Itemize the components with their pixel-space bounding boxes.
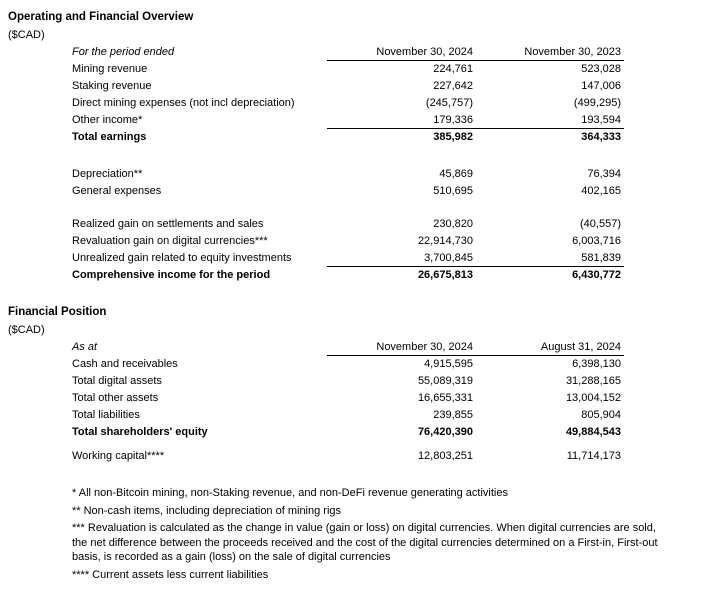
row-value-col1: 55,089,319 [417, 375, 473, 387]
row-value-col2: (499,295) [573, 97, 621, 109]
row-value-col2: 6,430,772 [572, 269, 621, 281]
row-value-col1: 224,761 [433, 63, 473, 75]
table-header-row [0, 44, 624, 61]
row-value-col2: 523,028 [581, 63, 621, 75]
row-label: Total shareholders' equity [72, 426, 208, 438]
currency-label: ($CAD) [8, 324, 45, 336]
footnote-working-capital: **** Current assets less current liabilities [72, 568, 269, 581]
row-label: Total liabilities [72, 409, 140, 421]
row-value-col2: 31,288,165 [565, 375, 621, 387]
row-label: Unrealized gain related to equity investments [72, 252, 292, 264]
row-value-col1: 4,915,595 [424, 358, 473, 370]
table-header-row [0, 339, 624, 356]
row-value-col1: 26,675,813 [417, 269, 473, 281]
header-col1-date: November 30, 2024 [376, 341, 473, 353]
row-value-col2: 147,006 [581, 80, 621, 92]
table-row-other-income [0, 112, 624, 129]
row-label: Comprehensive income for the period [72, 269, 271, 281]
row-value-col2: 76,394 [587, 168, 621, 180]
table-row-total-shareholders-equity [0, 424, 624, 441]
table-row-working-capital [0, 448, 624, 465]
row-value-col1: 3,700,845 [424, 252, 473, 264]
header-period-label: For the period ended [72, 46, 175, 58]
row-label: Other income* [72, 114, 143, 126]
row-value-col1: 385,982 [433, 131, 473, 143]
row-value-col1: 16,655,331 [417, 392, 473, 404]
row-value-col1: 22,914,730 [417, 235, 473, 247]
row-value-col1: 76,420,390 [417, 426, 473, 438]
row-value-col2: 364,333 [581, 131, 621, 143]
row-value-col1: 510,695 [433, 185, 473, 197]
table-row-depreciation [0, 166, 624, 183]
header-col2-date: November 30, 2023 [524, 46, 621, 58]
row-label: Total other assets [72, 392, 159, 404]
table-row-comprehensive-income [0, 267, 624, 284]
row-label: Direct mining expenses (not incl depreciation) [72, 97, 295, 109]
table-row-total-earnings [0, 129, 624, 146]
table-row-total-digital-assets [0, 373, 624, 390]
row-label: Depreciation** [72, 168, 143, 180]
section-title-financial-position: Financial Position [8, 306, 107, 318]
row-value-col2: 193,594 [581, 114, 621, 126]
row-label: Total digital assets [72, 375, 162, 387]
row-label: Mining revenue [72, 63, 148, 75]
table-row-total-liabilities [0, 407, 624, 424]
row-label: Realized gain on settlements and sales [72, 218, 264, 230]
table-row-revaluation-gain [0, 233, 624, 250]
row-label: Working capital**** [72, 450, 165, 462]
row-value-col2: 805,904 [581, 409, 621, 421]
financial-position-table [0, 339, 624, 465]
table-row-general-expenses [0, 183, 624, 200]
row-value-col2: 49,884,543 [565, 426, 621, 438]
row-value-col1: 230,820 [433, 218, 473, 230]
table-row-realized-gain [0, 216, 624, 233]
row-label: Staking revenue [72, 80, 152, 92]
spacer [0, 441, 624, 448]
table-row-cash-receivables [0, 356, 624, 373]
footnote-other-income: * All non-Bitcoin mining, non-Staking revenue, and non-DeFi revenue generating activities [72, 487, 508, 499]
row-value-col1: 12,803,251 [417, 450, 473, 462]
row-label: General expenses [72, 185, 162, 197]
footnotes [0, 486, 713, 582]
row-value-col1: 179,336 [433, 114, 473, 126]
row-value-col1: 227,642 [433, 80, 473, 92]
section-title-operating-overview: Operating and Financial Overview [8, 11, 194, 23]
row-value-col2: 6,003,716 [572, 235, 621, 247]
row-value-col1: 239,855 [433, 409, 473, 421]
row-value-col2: 581,839 [581, 252, 621, 264]
row-value-col2: 13,004,152 [565, 392, 621, 404]
row-label: Cash and receivables [72, 358, 178, 370]
header-col1-date: November 30, 2024 [376, 46, 473, 58]
row-label: Revaluation gain on digital currencies*** [72, 235, 268, 247]
spacer [0, 146, 624, 166]
header-asat-label: As at [72, 341, 98, 353]
table-row-mining-revenue [0, 61, 624, 78]
table-row-total-other-assets [0, 390, 624, 407]
row-value-col2: 11,714,173 [566, 450, 621, 462]
operating-overview-table [0, 44, 624, 284]
currency-label: ($CAD) [8, 29, 45, 41]
row-value-col1: 45,869 [439, 168, 473, 180]
row-value-col2: 402,165 [581, 185, 621, 197]
row-value-col2: (40,557) [580, 218, 621, 230]
spacer [0, 200, 624, 216]
table-row-unrealized-gain [0, 250, 624, 267]
row-value-col1: (245,757) [425, 97, 473, 109]
table-row-staking-revenue [0, 78, 624, 95]
table-row-direct-mining-expenses [0, 95, 624, 112]
row-label: Total earnings [72, 131, 147, 143]
header-col2-date: August 31, 2024 [540, 341, 621, 353]
row-value-col2: 6,398,130 [572, 358, 621, 370]
footnote-revaluation: *** Revaluation is calculated as the change in value (gain or loss) on digital currencies. When digital currencies are sold, the net difference between the proceeds received and the cost of the digital currencies determined on a First-in, First-out basis, is recorded as a gain (loss) on the sale of digital currencies [72, 522, 658, 563]
footnote-depreciation: ** Non-cash items, including depreciation of mining rigs [72, 504, 342, 517]
